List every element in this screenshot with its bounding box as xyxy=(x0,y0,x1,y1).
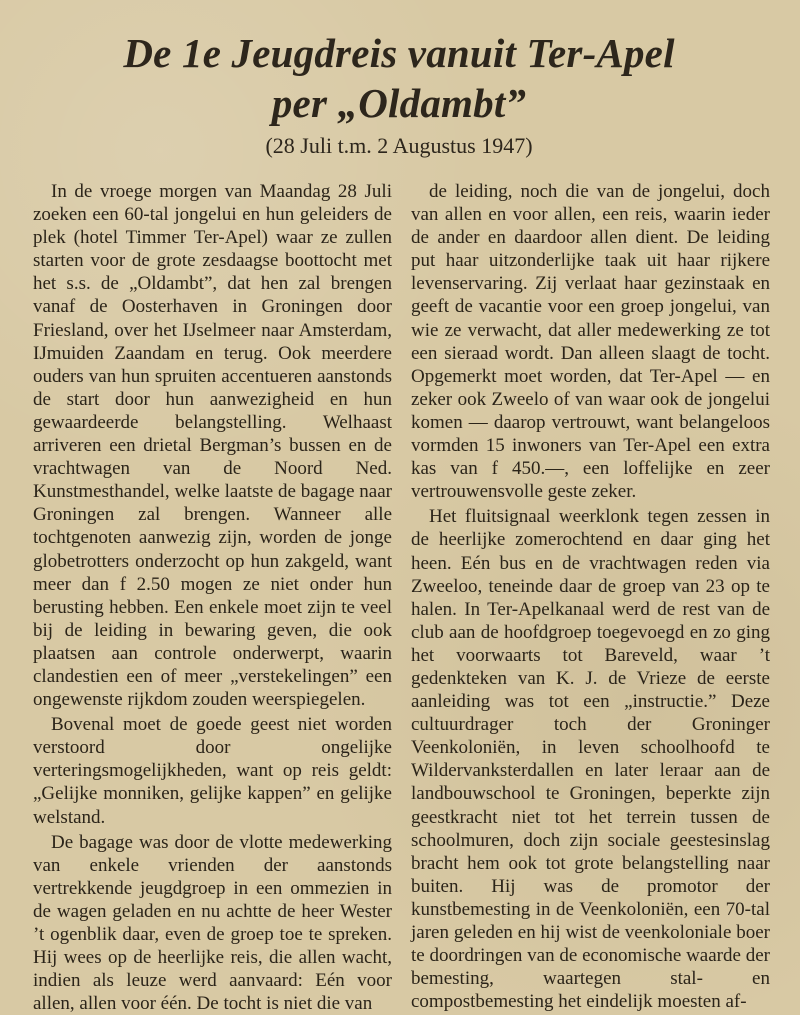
left-paragraph-3: De bagage was door de vlotte medewerking van enkele vrienden der aanstonds vertrekkende jeugdgroep in een ommezien in de wagen geladen en nu achtte de heer Wester ’t ogenblik daar, even de groep toe te spreken. Hij wees op de heerlijke reis, die allen wacht, indien als leuze werd aanvaard: Eén voor allen, allen voor één. De tocht is niet die van xyxy=(33,831,392,1015)
left-column xyxy=(33,180,392,1015)
right-paragraph-2: Het fluitsignaal weerklonk tegen zessen in de heerlijke zomerochtend en daar ging het heen. Eén bus en de vrachtwagen reden via Zweeloo, teneinde daar de groep van 23 op te halen. In Ter-Apelkanaal werd de rest van de club aan de hoofdgroep toegevoegd en zo ging het voorwaarts tot Bareveld, waar ’t gedenkteken van K. J. de Vrieze de eerste aanleiding was tot een „instructie.” Deze cultuurdrager toch der Groninger Veenkoloniën, in leven schoolhoofd te Wildervanksterdallen en later leraar aan de landbouwschool te Groningen, beperkte zijn geestkracht niet tot het terrein tussen de schoolmuren, doch zijn sociale geestesinslag bracht hem ook tot grote belangstelling naar buiten. Hij was de promotor der kunstbemesting in de Veenkoloniën, een 70-tal jaren geleden en hij wist de veenkoloniale boer te doordringen van de economische waarde der bemesting, waartegen stal- en compostbemesting het eindelijk moesten af- xyxy=(411,506,770,1013)
left-paragraph-2: Bovenal moet de goede geest niet worden verstoord door ongelijke verteringsmogelijkheden, want op reis geldt: „Gelijke monniken, gelijke kappen” en gelijke welstand. xyxy=(33,714,392,828)
title-line-1: De 1e Jeugdreis vanuit Ter-Apel xyxy=(123,30,675,76)
article-columns xyxy=(33,180,770,1015)
right-paragraph-1: de leiding, noch die van de jongelui, doch van allen en voor allen, een reis, waarin ieder de ander en daardoor allen dient. De leiding put haar uitzonderlijke taak uit haar rijkere levenservaring. Zij verlaat haar gezinstaak en geeft de vacantie voor een groep jongelui, van wie ze verwacht, dat aller medewerking ze tot een sieraad wordt. Dan alleen slaagt de tocht. Opgemerkt moet worden, dat Ter-Apel — en zeker ook Zweelo of van waar ook de jongelui komen — daarop vertrouwt, want belangeloos vormden 15 inwoners van Ter-Apel een extra kas van f 450.—, een loffelijke en zeer vertrouwensvolle geste zeker. xyxy=(411,181,770,503)
article-title xyxy=(34,28,764,128)
right-column xyxy=(411,180,770,1013)
left-paragraph-1: In de vroege morgen van Maandag 28 Juli zoeken een 60-tal jongelui en hun geleiders de plek (hotel Timmer Ter-Apel) waar ze zullen starten voor de grote zesdaagse boottocht met het s.s. de „Oldambt”, dat hen zal brengen vanaf de Oosterhaven in Groningen door Friesland, over het IJselmeer naar Amsterdam, IJmuiden Zaandam en terug. Ook meerdere ouders van hun spruiten accentueren aanstonds de start door hun aanwezigheid en hun gewaardeerde belangstelling. Welhaast arriveren een drietal Bergman’s bussen en de vrachtwagen van de Noord Ned. Kunstmesthandel, welke laatste de bagage naar Groningen zal brengen. Wanneer alle tochtgenoten aanwezig zijn, worden de jonge globetrotters onderzocht op hun zakgeld, want meer dan f 2.50 mogen ze niet onder hun berusting hebben. Een enkele moet zijn te veel bij de leiding in bewaring geven, die ook plaatsen aan controle onderwerpt, waarin clandestien een of meer „verstekelingen” een ongewenste rijkdom zouden weerspiegelen. xyxy=(33,181,392,711)
title-line-2: per „Oldambt” xyxy=(271,80,527,126)
article-date-range: (28 Juli t.m. 2 Augustus 1947) xyxy=(265,133,533,158)
